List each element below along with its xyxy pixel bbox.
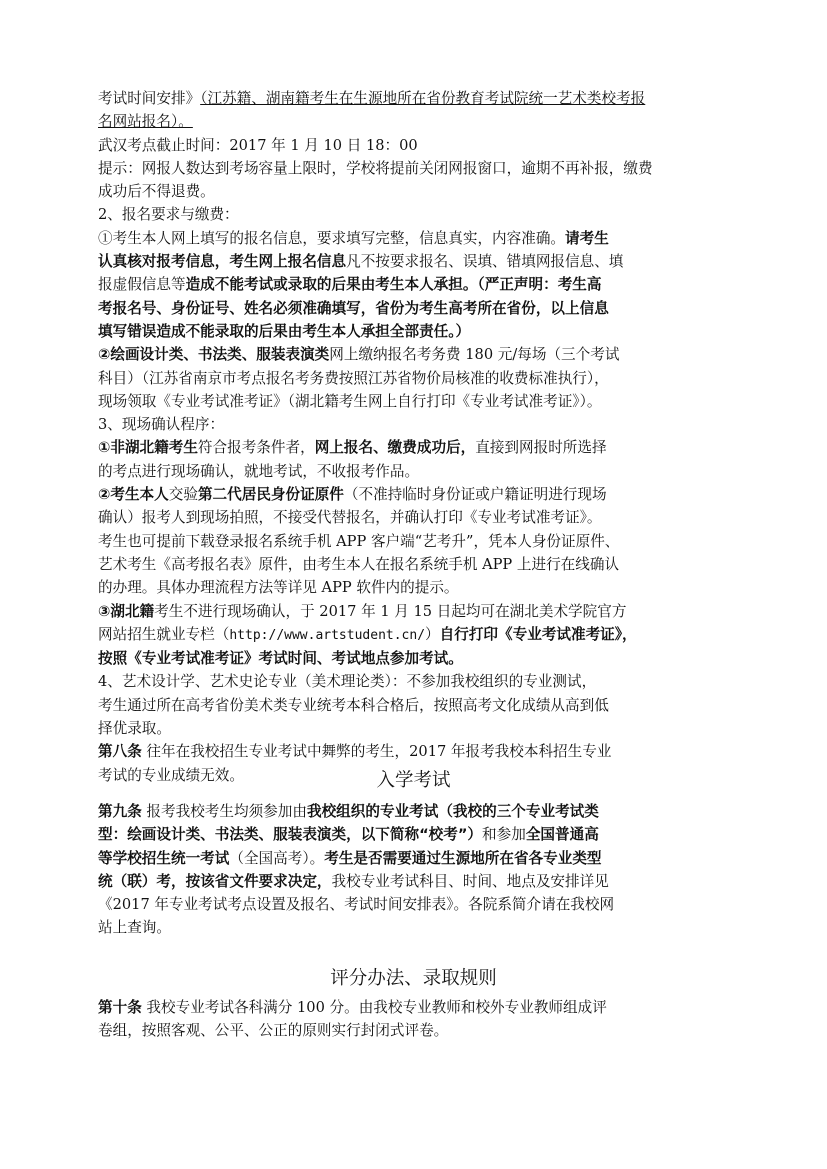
- text-line: 的考点进行现场确认，就地考试，不收报考作品。: [98, 462, 420, 480]
- text-line: 《2017 年专业考试考点设置及报名、考试时间安排表》。各院系简介请在我校网: [98, 896, 615, 914]
- text-line: 填写错误造成不能录取的后果由考生本人承担全部责任。）: [98, 322, 471, 340]
- text-line: 等学校招生统一考试（全国高考）。考生是否需要通过生源地所在省各专业类型: [98, 849, 602, 867]
- text-line: 考报名号、身份证号、姓名必须准确填写，省份为考生高考所在省份，以上信息: [98, 299, 609, 317]
- text-line: ②考生本人交验第二代居民身份证原件（不准持临时身份证或户籍证明进行现场: [98, 486, 607, 504]
- section-heading-payment: 2、报名要求与缴费：: [98, 206, 239, 224]
- article-8: 第八条 往年在我校招生专业考试中舞弊的考生，2017 年报考我校本科招生专业: [98, 743, 612, 761]
- heading-entrance-exam: 入学考试: [376, 770, 451, 791]
- text-line: 4、艺术设计学、艺术史论专业（美术理论类）：不参加我校组织的专业测试，: [98, 673, 597, 691]
- website-link[interactable]: http://www.artstudent.cn/: [229, 627, 426, 643]
- entrance-exam-section: [98, 800, 738, 940]
- text-line: 型：绘画设计类、书法类、服装表演类，以下简称“校考”）和参加全国普通高: [98, 826, 599, 844]
- text-line: 的办理。具体办理流程方法等详见 APP 软件内的提示。: [98, 579, 459, 597]
- text-line: 成功后不得退费。: [98, 183, 215, 201]
- text-line: 站上查询。: [98, 919, 171, 937]
- text-line: ③湖北籍考生不进行现场确认，于 2017 年 1 月 15 日起均可在湖北美术学院官方: [98, 602, 627, 620]
- text-line: 网站招生就业专栏（http://www.artstudent.cn/）自行打印《专业考试准考证》，: [98, 625, 637, 643]
- section-heading-confirmation: 3、现场确认程序：: [98, 416, 225, 434]
- text-line: 卷组，按照客观、公平、公正的原则实行封闭式评卷。: [98, 1022, 449, 1040]
- text-line: 艺术考生《高考报名表》原件，由考生本人在报名系统手机 APP 上进行在线确认: [98, 555, 620, 573]
- text-line: ①考生本人网上填写的报名信息，要求填写完整，信息真实，内容准确。请考生: [98, 229, 609, 247]
- registration-section: [98, 87, 738, 787]
- text-line: 科目）（江苏省南京市考点报名考务费按照江苏省物价局核准的收费标准执行），: [98, 369, 609, 387]
- text-line: 确认）报考人到现场拍照，不接受代替报名，并确认打印《专业考试准考证》。: [98, 509, 602, 527]
- text-line: 择优录取。: [98, 720, 171, 738]
- article-9: 第九条 报考我校考生均须参加由我校组织的专业考试（我校的三个专业考试类: [98, 803, 599, 820]
- text-line: 考试的专业成绩无效。: [98, 766, 244, 784]
- text-line: 考生通过所在高考省份美术类专业统考本科合格后，按照高考文化成绩从高到低: [98, 696, 609, 714]
- text-line: 报虚假信息等造成不能考试或录取的后果由考生本人承担。（严正声明：考生高: [98, 276, 602, 294]
- text-line: 现场领取《专业考试准考证》（湖北籍考生网上自行打印《专业考试准考证》）。: [98, 392, 602, 410]
- text-line: 按照《专业考试准考证》考试时间、考试地点参加考试。: [98, 650, 463, 668]
- text-line: 提示：网报人数达到考场容量上限时，学校将提前关闭网报窗口，逾期不再补报，缴费: [98, 159, 653, 177]
- text-line: 考生也可提前下载登录报名系统手机 APP 客户端“艺考升”，凭本人身份证原件、: [98, 532, 620, 550]
- text-line: 认真核对报考信息，考生网上报名信息凡不按要求报名、误填、错填网报信息、填: [98, 253, 624, 271]
- text-line: 考试时间安排》（江苏籍、湖南籍考生在生源地所在省份教育考试院统一艺术类校考报: [98, 90, 646, 107]
- text-line: 名网站报名）。: [98, 113, 193, 131]
- article-10: 第十条 我校专业考试各科满分 100 分。由我校专业教师和校外专业教师组成评: [98, 999, 607, 1016]
- text-line: 统（联）考，按该省文件要求决定，我校专业考试科目、时间、地点及安排详见: [98, 872, 609, 890]
- heading-scoring-admission: 评分办法、录取规则: [330, 968, 497, 989]
- scoring-section: [98, 996, 738, 1043]
- text-line: ②绘画设计类、书法类、服装表演类网上缴纳报名考务费 180 元/每场（三个考试: [98, 346, 620, 364]
- wuhan-deadline: 武汉考点截止时间：2017 年 1 月 10 日 18：00: [98, 136, 418, 154]
- text-line: ①非湖北籍考生符合报考条件者，网上报名、缴费成功后，直接到网报时所选择: [98, 439, 607, 457]
